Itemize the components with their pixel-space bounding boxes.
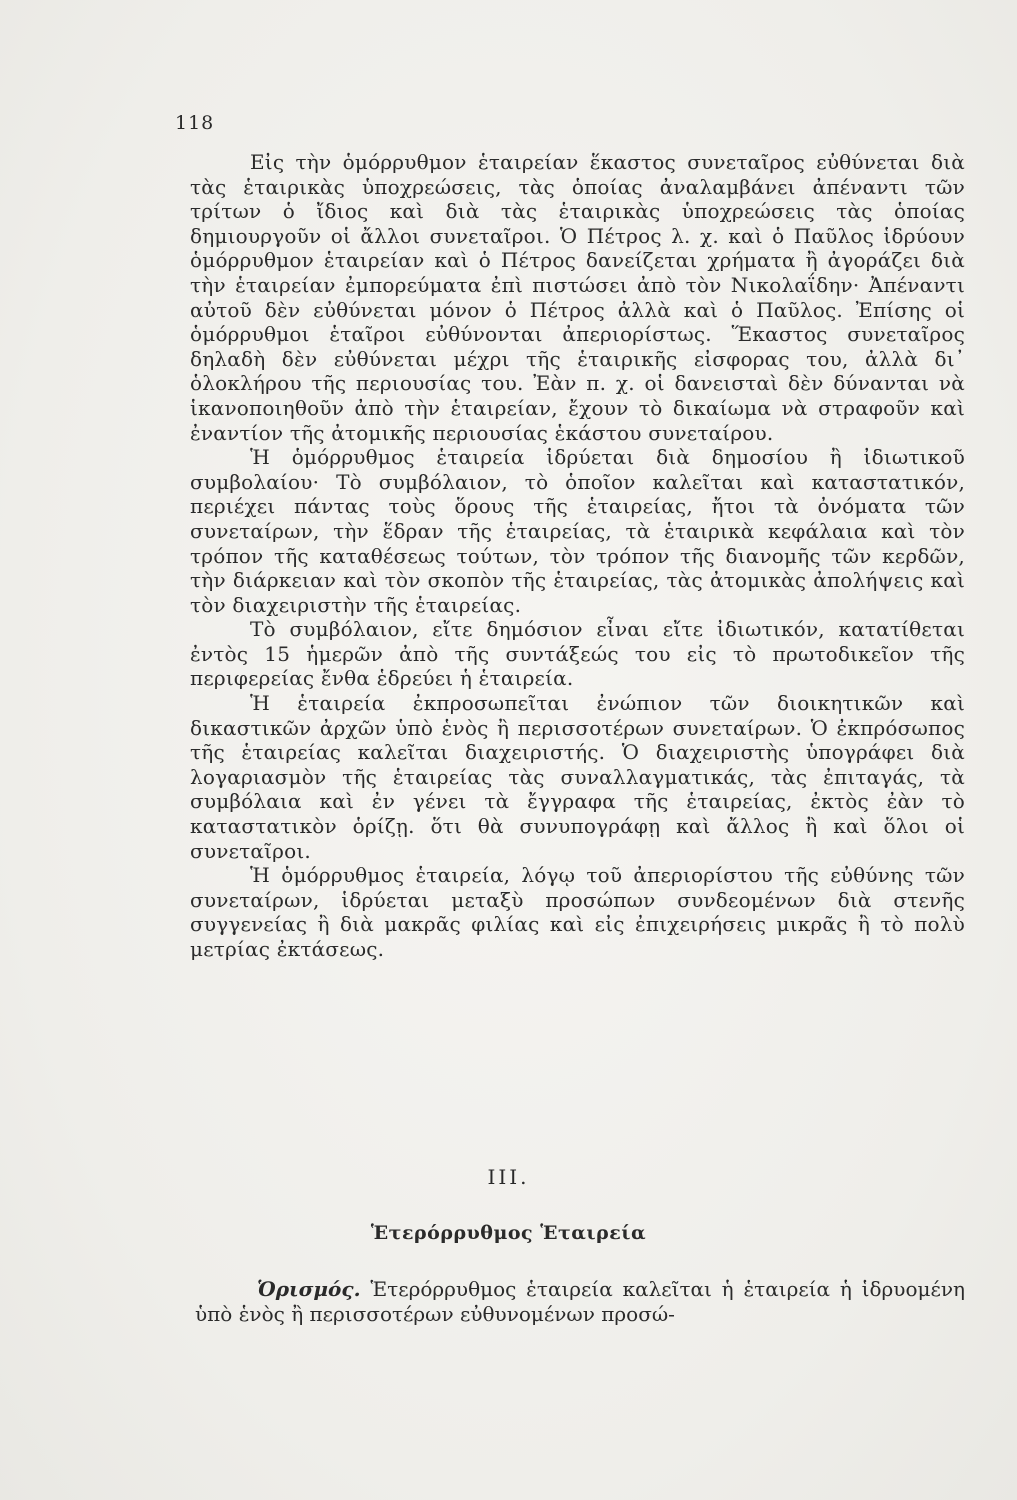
paragraph: Ἡ ὁμόρρυθμος ἑταιρεία, λόγῳ τοῦ ἀπεριορίστου τῆς εὐθύνης τῶν συνεταίρων, ἱδρύεται μεταξὺ προσώπων συνδεομένων διὰ στενῆς συγγενείας ἢ διὰ μακρᾶς φιλίας καὶ εἰς ἐπιχειρήσεις μικρᾶς ἢ τὸ πολὺ μετρίας ἐκτάσεως.: [190, 863, 965, 961]
paragraph: Ἡ ἑταιρεία ἐκπροσωπεῖται ἐνώπιον τῶν διοικητικῶν καὶ δικαστικῶν ἀρχῶν ὑπὸ ἑνὸς ἢ περισσοτέρων συνεταίρων. Ὁ ἐκπρόσωπος τῆς ἑταιρείας καλεῖται διαχειριστής. Ὁ διαχειριστὴς ὑπογράφει διὰ λογαριασμὸν τῆς ἑταιρείας τὰς συναλλαγματικάς, τὰς ἐπιταγάς, τὰ συμβόλαια καὶ ἐν γένει τὰ ἔγγραφα τῆς ἑταιρείας, ἐκτὸς ἐὰν τὸ καταστατικὸν ὁρίζῃ. ὅτι θὰ συνυπογράφῃ καὶ ἄλλος ἢ καὶ ὅλοι οἱ συνεταῖροι.: [190, 691, 965, 863]
body-text: [190, 150, 965, 962]
paragraph: Ἡ ὁμόρρυθμος ἑταιρεία ἱδρύεται διὰ δημοσίου ἢ ἰδιωτικοῦ συμβολαίου· Τὸ συμβόλαιον, τὸ ὁποῖον καλεῖται καὶ καταστατικόν, περιέχει πάντας τοὺς ὅρους τῆς ἑταιρείας, ἤτοι τὰ ὀνόματα τῶν συνεταίρων, τὴν ἕδραν τῆς ἑταιρείας, τὰ ἑταιρικὰ κεφάλαια καὶ τὸν τρόπον τῆς καταθέσεως τούτων, τὸν τρόπον τῆς διανομῆς τῶν κερδῶν, τὴν διάρκειαν καὶ τὸν σκοπὸν τῆς ἑταιρείας, τὰς ἀτομικὰς ἀπολήψεις καὶ τὸν διαχειριστὴν τῆς ἑταιρείας.: [190, 445, 965, 617]
page-number: 118: [175, 112, 215, 134]
definition-text: Ἑτερόρρυθμος ἑταιρεία καλεῖται ἡ ἑταιρεία ἡ ἱδρυομένη ὑπὸ ἑνὸς ἢ περισσοτέρων εὐθυνομένων προσώ-: [195, 1277, 965, 1326]
section-title: Ἑτερόρρυθμος Ἑταιρεία: [370, 1222, 647, 1244]
paragraph: Τὸ συμβόλαιον, εἴτε δημόσιον εἶναι εἴτε ἰδιωτικόν, κατατίθεται ἐντὸς 15 ἡμερῶν ἀπὸ τῆς συντάξεώς του εἰς τὸ πρωτοδικεῖον τῆς περιφερείας ἔνθα ἑδρεύει ἡ ἑταιρεία.: [190, 617, 965, 691]
definition-term: Ὁρισμός.: [257, 1277, 361, 1301]
paragraph: Εἰς τὴν ὁμόρρυθμον ἑταιρείαν ἕκαστος συνεταῖρος εὐθύνεται διὰ τὰς ἑταιρικὰς ὑποχρεώσεις, τὰς ὁποίας ἀναλαμβάνει ἀπέναντι τῶν τρίτων ὁ ἴδιος καὶ διὰ τὰς ἑταιρικὰς ὑποχρεώσεις τὰς ὁποίας δημιουργοῦν οἱ ἄλλοι συνεταῖροι. Ὁ Πέτρος λ. χ. καὶ ὁ Παῦλος ἱδρύουν ὁμόρρυθμον ἑταιρείαν καὶ ὁ Πέτρος δανείζεται χρήματα ἢ ἀγοράζει διὰ τὴν ἑταιρείαν ἐμπορεύματα ἐπὶ πιστώσει ἀπὸ τὸν Νικολαΐδην· Ἀπέναντι αὐτοῦ δὲν εὐθύνεται μόνον ὁ Πέτρος ἀλλὰ καὶ ὁ Παῦλος. Ἐπίσης οἱ ὁμόρρυθμοι ἑταῖροι εὐθύνονται ἀπεριορίστως. Ἕκαστος συνεταῖρος δηλαδὴ δὲν εὐθύνεται μέχρι τῆς ἑταιρικῆς εἰσφορας του, ἀλλὰ δι᾽ ὁλοκλήρου τῆς περιουσίας του. Ἐὰν π. χ. οἱ δανεισταὶ δὲν δύνανται νὰ ἱκανοποιηθοῦν ἀπὸ τὴν ἑταιρείαν, ἔχουν τὸ δικαίωμα νὰ στραφοῦν καὶ ἐναντίον τῆς ἀτομικῆς περιουσίας ἑκάστου συνεταίρου.: [190, 150, 965, 445]
definition-paragraph: [195, 1277, 965, 1326]
section-number: III.: [487, 1165, 530, 1189]
